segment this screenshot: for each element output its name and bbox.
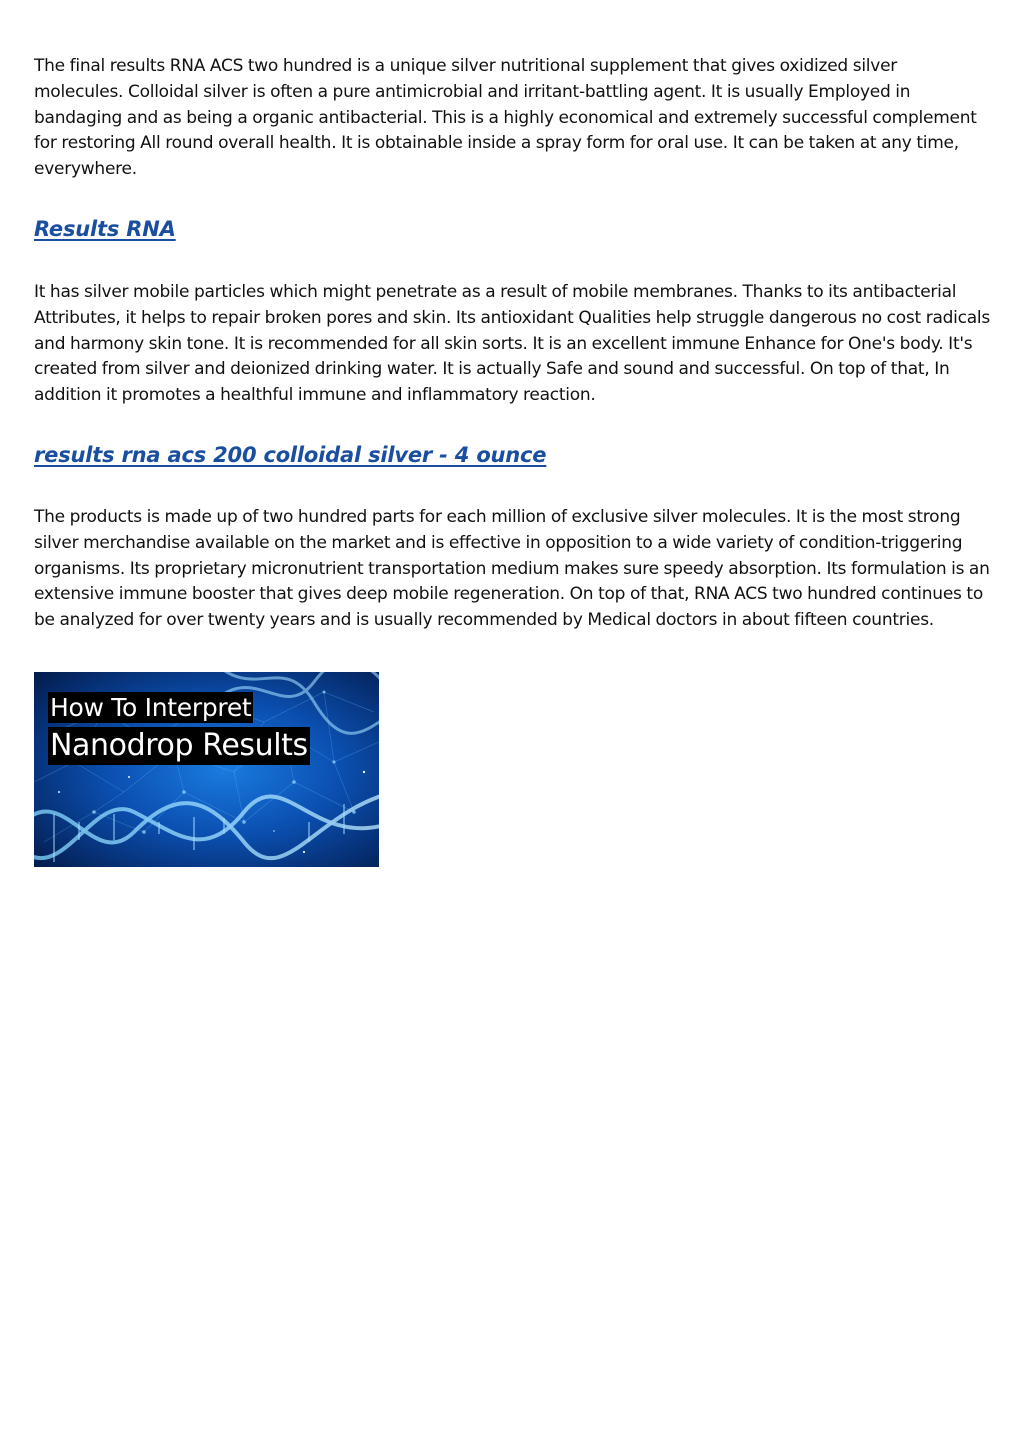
heading-results-rna	[34, 215, 990, 243]
nanodrop-thumbnail-image[interactable]	[34, 672, 379, 867]
colloidal-silver-link[interactable]: results rna acs 200 colloidal silver - 4 ounce	[34, 442, 547, 467]
article	[34, 54, 990, 634]
intro-paragraph: The final results RNA ACS two hundred is a unique silver nutritional supplement that gives oxidized silver molecules. Colloidal silver is often a pure antimicrobial and irritant-battling agent. It is usually Employed in bandaging and as being a organic antibacterial. This is a highly economical and extremely successful complement for restoring All round overall health. It is obtainable inside a spray form for oral use. It can be taken at any time, everywhere.	[34, 56, 977, 180]
second-paragraph: It has silver mobile particles which might penetrate as a result of mobile membranes. Thanks to its antibacterial Attributes, it helps to repair broken pores and skin. Its antioxidant Qualities help struggle dangerous no cost radicals and harmony skin tone. It is recommended for all skin sorts. It is an excellent immune Enhance for One's body. It's created from silver and deionized drinking water. It is actually Safe and sound and successful. On top of that, In addition it promotes a healthful immune and inflammatory reaction.	[34, 281, 990, 406]
third-paragraph: The products is made up of two hundred parts for each million of exclusive silver molecules. It is the most strong silver merchandise available on the market and is effective in opposition to a wide variety of condition-triggering organisms. Its proprietary micronutrient transportation medium makes sure speedy absorption. Its formulation is an extensive immune booster that gives deep mobile regeneration. On top of that, RNA ACS two hundred continues to be analyzed for over twenty years and is usually recommended by Medical doctors in about fifteen countries.	[34, 506, 990, 631]
results-rna-link[interactable]: Results RNA	[34, 216, 176, 241]
thumbnail-title-line-2: Nanodrop Results	[50, 728, 308, 763]
heading-colloidal-silver	[34, 441, 990, 469]
thumbnail-title-line-1: How To Interpret	[50, 693, 252, 722]
